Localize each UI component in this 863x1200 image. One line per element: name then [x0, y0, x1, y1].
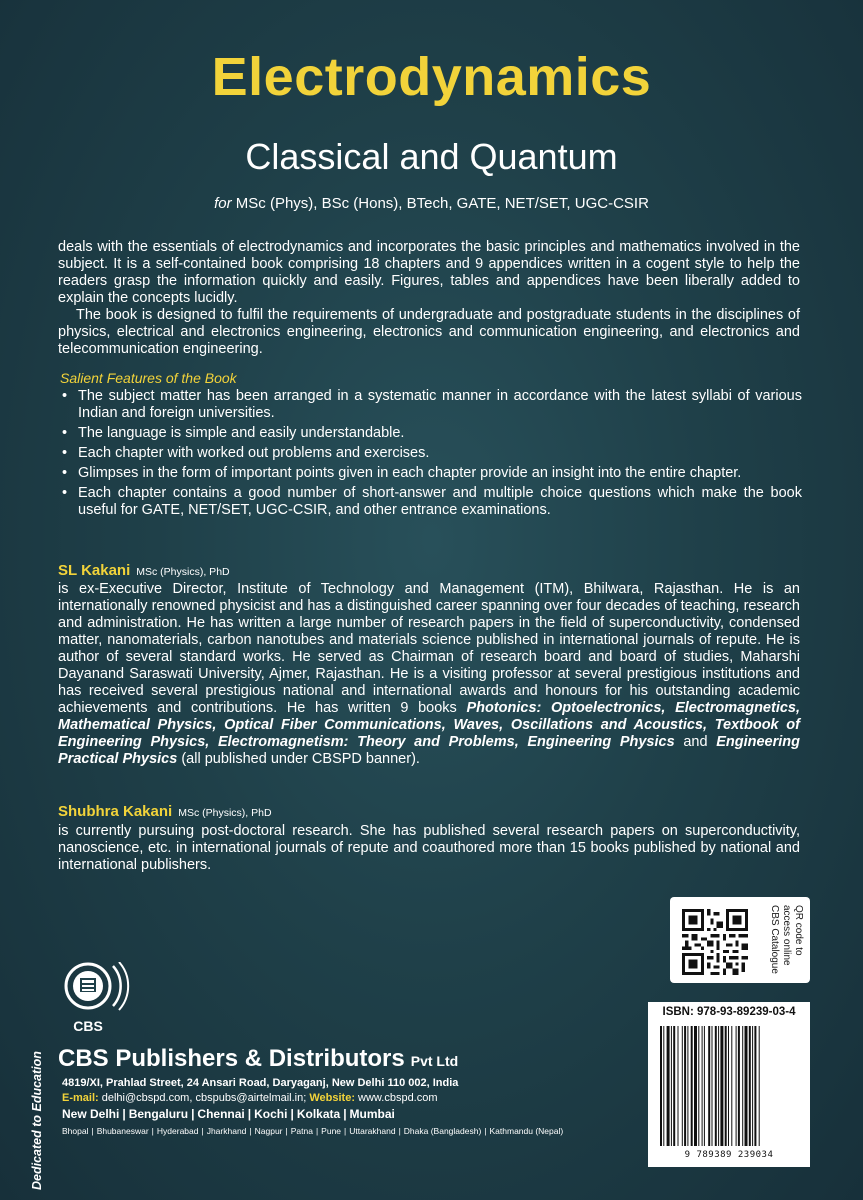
- separator: |: [122, 1107, 126, 1121]
- branch-city: Uttarakhand: [349, 1126, 396, 1136]
- author-degrees: MSc (Physics), PhD: [178, 807, 272, 819]
- office-city: Chennai: [197, 1107, 245, 1121]
- office-city: New Delhi: [62, 1107, 120, 1121]
- bullet-icon: •: [62, 388, 68, 404]
- separator: |: [247, 1107, 252, 1121]
- separator: |: [315, 1126, 319, 1136]
- branch-city: Bhubaneswar: [96, 1126, 149, 1136]
- branch-city: Jharkhand: [206, 1126, 247, 1136]
- branch-city: Dhaka (Bangladesh): [403, 1126, 482, 1136]
- feature-item: [60, 425, 802, 442]
- qr-panel: [670, 897, 810, 983]
- author-books-list: Photonics: Optoelectronics, Electromagnetics, Mathematical Physics, Optical Fiber Communications, Waves, Oscillations and Acoustics, Textbook of Engineering Physics, Electromagnetism: Theory and Problems, Engineering Physics: [58, 700, 800, 750]
- feature-item: [60, 485, 802, 519]
- separator: |: [484, 1126, 487, 1136]
- feature-text: The subject matter has been arranged in a systematic manner in accordance with the latest syllabi of various Indian and foreign universities.: [78, 388, 802, 421]
- author-bio-text: is currently pursuing post-doctoral research. She has published several research papers on superconductivity, nanoscience, etc. in international journals of repute and coauthored more than 15 books published by national and international publishers.: [58, 823, 800, 873]
- branch-city: Hyderabad: [156, 1126, 199, 1136]
- website-link[interactable]: www.cbspd.com: [358, 1092, 438, 1104]
- separator: |: [343, 1107, 347, 1121]
- branch-city: Patna: [290, 1126, 313, 1136]
- branch-city: Bhopal: [62, 1126, 89, 1136]
- book-subtitle: Classical and Quantum: [245, 136, 618, 177]
- email-label: E-mail:: [62, 1092, 99, 1104]
- book-title: Electrodynamics: [211, 47, 652, 107]
- barcode-digits: 9 789389 239034: [684, 1150, 774, 1160]
- feature-text: The language is simple and easily understandable.: [78, 425, 405, 441]
- author-bio-text: and: [683, 734, 708, 750]
- qr-caption: [756, 905, 804, 979]
- feature-text: Glimpses in the form of important points given in each chapter provide an insight into the entire chapter.: [78, 465, 742, 481]
- separator: |: [201, 1126, 204, 1136]
- bullet-icon: •: [62, 485, 68, 501]
- author-bio-text: is ex-Executive Director, Institute of Technology and Management (ITM), Bhilwara, Rajasthan. He is an internationally renowned physicist and has a distinguished career spanning over four decades of teaching, research and administration. He has written a large number of research papers in the field of superconductivity, condensed matter, nanomaterials, carbon nanotubes and materials science published in international journals of repute. He is author of several standard works. He served as Chairman of research board and board of studies, Maharshi Dayanand Saraswati University, Ajmer, Rajasthan. He is a visiting professor at several prestigious institutions and has received several prestigious national and international awards and honours for his outstanding academic achievements and contributions. He has written 9 books: [58, 581, 800, 716]
- author-name: [58, 803, 272, 820]
- author-bio: [58, 581, 800, 768]
- feature-text: Each chapter with worked out problems and exercises.: [78, 445, 430, 461]
- author-books-list: Engineering Practical Physics: [58, 734, 800, 767]
- branch-city: Nagpur: [254, 1126, 283, 1136]
- office-city: Mumbai: [349, 1107, 395, 1121]
- email-addresses[interactable]: delhi@cbspd.com, cbspubs@airtelmail.in;: [101, 1092, 307, 1104]
- bullet-icon: •: [62, 465, 68, 481]
- qr-code-icon[interactable]: [682, 909, 748, 975]
- book-description: [58, 239, 800, 358]
- separator: |: [290, 1107, 294, 1121]
- cbs-logo-text: CBS: [73, 1018, 103, 1034]
- isbn-number: ISBN: 978-93-89239-03-4: [662, 1006, 796, 1018]
- branch-city: Pune: [321, 1126, 342, 1136]
- description-paragraph: deals with the essentials of electrodynamics and incorporates the basic principles and mathematics involved in the subject. It is a self-contained book comprising 18 chapters and 9 appendices written in a cogent style to help the readers grasp the information quickly and easily. Figures, tables and appendices have been liberally added to explain the concepts lucidly.: [58, 239, 800, 306]
- feature-item: [60, 445, 802, 462]
- office-city: Kolkata: [296, 1107, 341, 1121]
- office-city: Bengaluru: [128, 1107, 189, 1121]
- target-audience-list: MSc (Phys), BSc (Hons), BTech, GATE, NET/SET, UGC-CSIR: [235, 195, 649, 212]
- bullet-icon: •: [62, 445, 68, 461]
- features-heading: Salient Features of the Book: [60, 370, 237, 386]
- separator: |: [398, 1126, 401, 1136]
- website-label: Website:: [309, 1092, 355, 1104]
- author-name-text: SL Kakani: [58, 562, 131, 579]
- author-bio-text: (all published under CBSPD banner).: [181, 751, 420, 767]
- author-name: [58, 562, 230, 579]
- publisher-contact: [62, 1092, 438, 1104]
- barcode-icon: [658, 1026, 800, 1146]
- branch-city: Kathmandu (Nepal): [489, 1126, 564, 1136]
- publisher-address: 4819/XI, Prahlad Street, 24 Ansari Road, Daryaganj, New Delhi 110 002, India: [62, 1077, 459, 1089]
- author-degrees: MSc (Physics), PhD: [136, 566, 230, 578]
- publisher-suffix: Pvt Ltd: [410, 1053, 459, 1069]
- separator: |: [91, 1126, 94, 1136]
- office-cities: [62, 1107, 395, 1121]
- target-audience: [0, 195, 863, 212]
- separator: |: [151, 1126, 154, 1136]
- description-paragraph: The book is designed to fulfil the requirements of undergraduate and postgraduate students in the disciplines of physics, electrical and electronics engineering, electronics and communication engineering, and electronics and telecommunication engineering.: [58, 307, 800, 357]
- isbn-panel: [648, 1002, 810, 1167]
- feature-item: [60, 388, 802, 422]
- publisher-name: [58, 1045, 458, 1073]
- separator: |: [191, 1107, 195, 1121]
- separator: |: [285, 1126, 288, 1136]
- features-list: [60, 388, 802, 522]
- target-audience-prefix: for: [214, 195, 232, 212]
- feature-text: Each chapter contains a good number of short-answer and multiple choice questions which make the book useful for GATE, NET/SET, UGC-CSIR, and other entrance examinations.: [78, 485, 802, 518]
- publisher-tagline-text: Dedicated to Education: [30, 1051, 44, 1190]
- qr-caption-text: QR code to access online CBS Catalogue: [769, 905, 804, 974]
- branch-cities: [62, 1126, 563, 1136]
- author-name-text: Shubhra Kakani: [58, 803, 173, 820]
- office-city: Kochi: [254, 1107, 288, 1121]
- feature-item: [60, 465, 802, 482]
- author-bio: [58, 823, 800, 874]
- publisher-tagline: [30, 960, 50, 1190]
- separator: |: [249, 1126, 252, 1136]
- publisher-name-text: CBS Publishers & Distributors: [58, 1045, 405, 1072]
- separator: |: [344, 1126, 347, 1136]
- bullet-icon: •: [62, 425, 68, 441]
